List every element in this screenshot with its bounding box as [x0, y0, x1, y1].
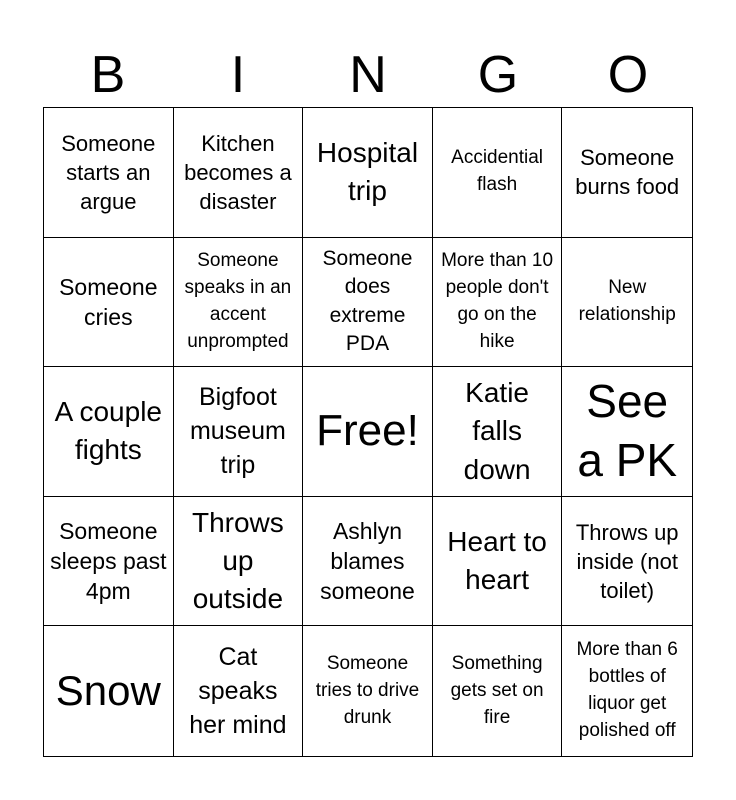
cell-label: Someone burns food — [575, 145, 680, 200]
header-letter-g: G — [477, 46, 519, 104]
bingo-cell-r3c4[interactable] — [433, 367, 563, 497]
bingo-cell-r4c3[interactable] — [303, 497, 433, 627]
bingo-cell-r1c3[interactable] — [303, 108, 433, 238]
cell-label: Ashlyn blames someone — [320, 517, 415, 605]
bingo-cell-r1c4[interactable] — [433, 108, 563, 238]
bingo-cell-r2c3[interactable] — [303, 238, 433, 368]
cell-label: More than 10 people don't go on the hike — [441, 249, 554, 352]
cell-label: Someone does extreme PDA — [322, 246, 413, 356]
cell-label: Free! — [316, 406, 419, 456]
bingo-cell-r5c2[interactable] — [174, 626, 304, 756]
cell-label: Bigfoot museum trip — [189, 383, 286, 480]
cell-label: Cat speaks her mind — [189, 643, 287, 740]
header-letter-o: O — [607, 46, 649, 104]
cell-label: Snow — [55, 667, 161, 714]
cell-label: Throws up inside (not toilet) — [575, 519, 679, 603]
bingo-cell-r4c1[interactable] — [44, 497, 174, 627]
cell-label: See a PK — [577, 374, 678, 487]
bingo-cell-free[interactable] — [303, 367, 433, 497]
bingo-header — [43, 44, 693, 106]
bingo-board — [43, 107, 693, 757]
bingo-cell-r5c1[interactable] — [44, 626, 174, 756]
cell-label: A couple fights — [54, 396, 162, 466]
bingo-cell-r3c5[interactable] — [562, 367, 692, 497]
bingo-cell-r4c5[interactable] — [562, 497, 692, 627]
bingo-cell-r5c4[interactable] — [433, 626, 563, 756]
bingo-cell-r4c2[interactable] — [174, 497, 304, 627]
bingo-cell-r1c1[interactable] — [44, 108, 174, 238]
bingo-cell-r4c4[interactable] — [433, 497, 563, 627]
header-letter-i: I — [230, 46, 246, 104]
bingo-cell-r3c2[interactable] — [174, 367, 304, 497]
cell-label: Throws up outside — [191, 506, 284, 615]
cell-label: Someone starts an argue — [61, 130, 156, 214]
cell-label: Something gets set on fire — [450, 652, 544, 728]
header-letter-b: B — [90, 46, 126, 104]
cell-label: Someone tries to drive drunk — [315, 652, 420, 728]
bingo-cell-r3c1[interactable] — [44, 367, 174, 497]
bingo-cell-r2c4[interactable] — [433, 238, 563, 368]
bingo-cell-r5c5[interactable] — [562, 626, 692, 756]
cell-label: More than 6 bottles of liquor get polished off — [576, 639, 678, 742]
cell-label: Accidential flash — [451, 147, 544, 196]
bingo-cell-r1c2[interactable] — [174, 108, 304, 238]
header-letter-n: N — [349, 46, 387, 104]
bingo-cell-r2c5[interactable] — [562, 238, 692, 368]
bingo-cell-r5c3[interactable] — [303, 626, 433, 756]
cell-label: New relationship — [578, 276, 676, 325]
cell-label: Someone sleeps past 4pm — [50, 517, 167, 605]
cell-label: Kitchen becomes a disaster — [184, 130, 292, 214]
cell-label: Heart to heart — [447, 526, 547, 596]
cell-label: Katie falls down — [463, 377, 531, 485]
cell-label: Someone speaks in an accent unprompted — [184, 249, 292, 352]
bingo-cell-r2c1[interactable] — [44, 238, 174, 368]
cell-label: Hospital trip — [316, 137, 419, 207]
cell-label: Someone cries — [59, 273, 158, 330]
bingo-cell-r2c2[interactable] — [174, 238, 304, 368]
bingo-cell-r1c5[interactable] — [562, 108, 692, 238]
